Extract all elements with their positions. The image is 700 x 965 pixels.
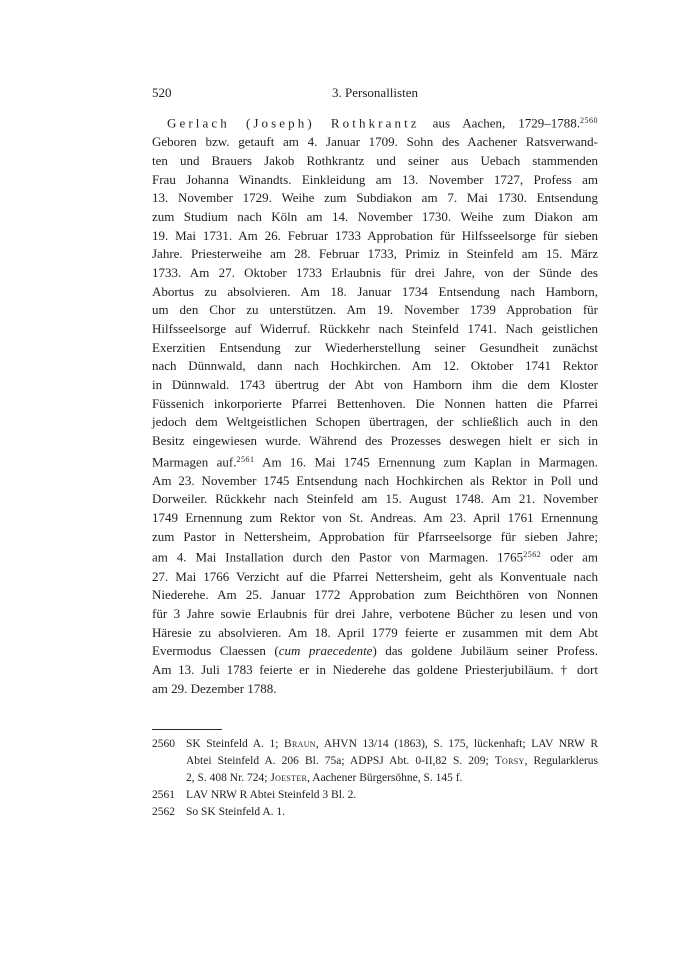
text-line (186, 770, 598, 787)
text-segment: aus Aachen, 1729–1788. (419, 115, 581, 131)
text-segment: Abtei Steinfeld A. 206 Bl. 75a; ADPSJ Abt. 0-II,82 S. 209; (186, 754, 495, 767)
text-segment: SK Steinfeld A. 1; (186, 738, 285, 750)
text-line (186, 804, 598, 821)
text-line (152, 509, 598, 528)
footnote-ref: 2562 (523, 550, 542, 560)
text-line (152, 133, 598, 152)
footnote (152, 804, 598, 821)
text-line (152, 208, 598, 227)
text-segment: für 3 Jahre sowie Erlaubnis für drei Jahre, verbotene Bücher zu lesen und von (152, 605, 598, 621)
text-line (152, 472, 598, 491)
text-segment: Geboren bzw. getauft am 4. Januar 1709. Sohn des Aachener Ratsverwand- (152, 134, 598, 150)
text-line (152, 357, 598, 376)
footnote-separator (152, 729, 222, 730)
text-line (152, 112, 598, 133)
text-line (152, 227, 598, 246)
text-segment: LAV NRW R Abtei Steinfeld 3 Bl. 2. (186, 788, 357, 801)
text-segment: , Aachener Bürgersöhne, S. 145 f. (307, 771, 463, 784)
text-segment: Frau Johanna Winandts. Einkleidung am 13. November 1727, Profess am (152, 171, 598, 187)
text-line (152, 395, 598, 414)
text-segment: Häresie zu absolvieren. Am 18. April 1779 feierte er zusammen mit dem Abt (152, 624, 598, 640)
footnote-number: 2561 (152, 788, 175, 801)
text-segment: Marmagen auf. (152, 454, 237, 470)
footnote (152, 787, 598, 804)
text-line (152, 189, 598, 208)
text-line (152, 546, 598, 567)
text-segment: Exerzitien Entsendung zur Wiederherstellung seiner Gesundheit zunächst (152, 339, 598, 355)
text-segment: zum Pastor in Nettersheim, Approbation für Pfarrseelsorge für sieben Jahre; (152, 528, 598, 544)
text-segment: Am 23. November 1745 Entsendung nach Hochkirchen als Rektor in Poll und (152, 472, 598, 488)
footnote-ref: 2561 (236, 454, 255, 464)
text-segment: am 4. Mai Installation durch den Pastor von Marmagen. 1765 (152, 549, 524, 565)
text-line (152, 642, 598, 661)
text-segment: ten und Brauers Jakob Rothkrantz und seiner aus Uebach stammenden (152, 152, 598, 168)
text-line (152, 568, 598, 587)
text-line (152, 661, 598, 680)
running-header (152, 85, 598, 101)
footnote-number: 2562 (152, 805, 175, 818)
text-line (186, 753, 598, 770)
text-line (152, 301, 598, 320)
text-line (152, 171, 598, 190)
text-line (152, 624, 598, 643)
text-line (152, 490, 598, 509)
text-segment: 1749 Ernennung zum Rektor von St. Andreas. Am 23. April 1761 Ernennung (152, 510, 598, 526)
text-line (152, 152, 598, 171)
text-segment: Niederehe. Am 25. Januar 1772 Approbation zum Beichthören von Nonnen (152, 587, 598, 603)
text-segment: Braun (284, 738, 316, 750)
text-segment: ) das goldene Jubiläum seiner Profess. (372, 643, 598, 659)
footnote-text (186, 736, 598, 787)
text-segment: Füssenich inkorporierte Pfarrei Bettenhoven. Die Nonnen hatten die Pfarrei (152, 395, 598, 411)
text-segment: nach Dünnwald, dann nach Hochkirchen. Am 12. Oktober 1741 Rektor (152, 358, 598, 374)
text-line (152, 432, 598, 451)
footnote-ref: 2560 (580, 116, 599, 125)
footnote-text (186, 804, 598, 821)
text-segment: 27. Mai 1766 Verzicht auf die Pfarrei Nettersheim, geht als Konventuale nach (152, 568, 598, 584)
text-line (152, 376, 598, 395)
text-segment: Jahre. Priesterweihe am 28. Februar 1733, Primiz in Steinfeld am 15. März (152, 246, 598, 262)
text-segment: oder am (541, 549, 598, 565)
text-segment: So SK Steinfeld A. 1. (186, 805, 286, 818)
text-line (152, 586, 598, 605)
text-segment: cum praecedente (278, 643, 373, 659)
text-line (186, 736, 598, 753)
entry-paragraph (152, 112, 598, 698)
text-segment: Joester (270, 771, 308, 784)
text-segment: Dorweiler. Rückkehr nach Steinfeld am 15. August 1748. Am 21. November (152, 491, 598, 507)
text-line (186, 787, 598, 804)
text-segment: Besitz eingewiesen wurde. Während des Prozesses deswegen hielt er sich in (152, 432, 598, 448)
footnote-text (186, 787, 598, 804)
text-segment: 13. November 1729. Weihe zum Subdiakon am 7. Mai 1730. Entsendung (152, 190, 598, 206)
text-segment: in Dünnwald. 1743 übertrug der Abt von Hamborn ihm die dem Kloster (152, 376, 598, 392)
page-number: 520 (152, 85, 172, 100)
text-line (152, 245, 598, 264)
footnotes-section (152, 736, 598, 821)
text-segment: jedoch dem Weltgeistlichen Schopen übertragen, der schließlich auch in den (152, 414, 598, 430)
text-line (152, 680, 598, 699)
footnote-number: 2560 (152, 738, 175, 750)
text-segment: 1733. Am 27. Oktober 1733 Erlaubnis für drei Jahre, von der Sünde des (152, 264, 598, 280)
text-line (152, 264, 598, 283)
text-segment: Gerlach (Joseph) Rothkrantz (167, 115, 420, 131)
chapter-title: 3. Personallisten (332, 85, 418, 100)
text-line (152, 451, 598, 472)
footnote (152, 736, 598, 787)
text-segment: Evermodus Claessen ( (152, 643, 279, 659)
text-segment: , Regularklerus (524, 754, 598, 767)
text-segment: Abortus zu absolvieren. Am 18. Januar 1734 Entsendung nach Hamborn, (152, 283, 598, 299)
text-line (152, 528, 598, 547)
text-line (152, 413, 598, 432)
text-segment: , AHVN 13/14 (1863), S. 175, lückenhaft; LAV NRW R (315, 738, 598, 750)
text-line (152, 339, 598, 358)
text-line (152, 283, 598, 302)
text-segment: 19. Mai 1731. Am 26. Februar 1733 Approbation für Hilfsseelsorge für sieben (152, 227, 598, 243)
text-segment: zum Studium nach Köln am 14. November 1730. Weihe zum Diakon am (152, 208, 598, 224)
text-segment: am 29. Dezember 1788. (152, 680, 277, 696)
text-segment: 2, S. 408 Nr. 724; (186, 771, 271, 784)
text-segment: Hilfsseelsorge auf Widerruf. Rückkehr nach Steinfeld 1741. Nach geistlichen (152, 320, 598, 336)
text-segment: Am 13. Juli 1783 feierte er in Niederehe das goldene Priesterjubiläum. † dort (152, 661, 598, 677)
text-segment: Am 16. Mai 1745 Ernennung zum Kaplan in Marmagen. (254, 454, 598, 470)
text-segment: Torsy (494, 754, 525, 767)
text-line (152, 605, 598, 624)
text-segment: um den Chor zu unterstützen. Am 19. November 1739 Approbation für (152, 302, 598, 318)
text-line (152, 320, 598, 339)
